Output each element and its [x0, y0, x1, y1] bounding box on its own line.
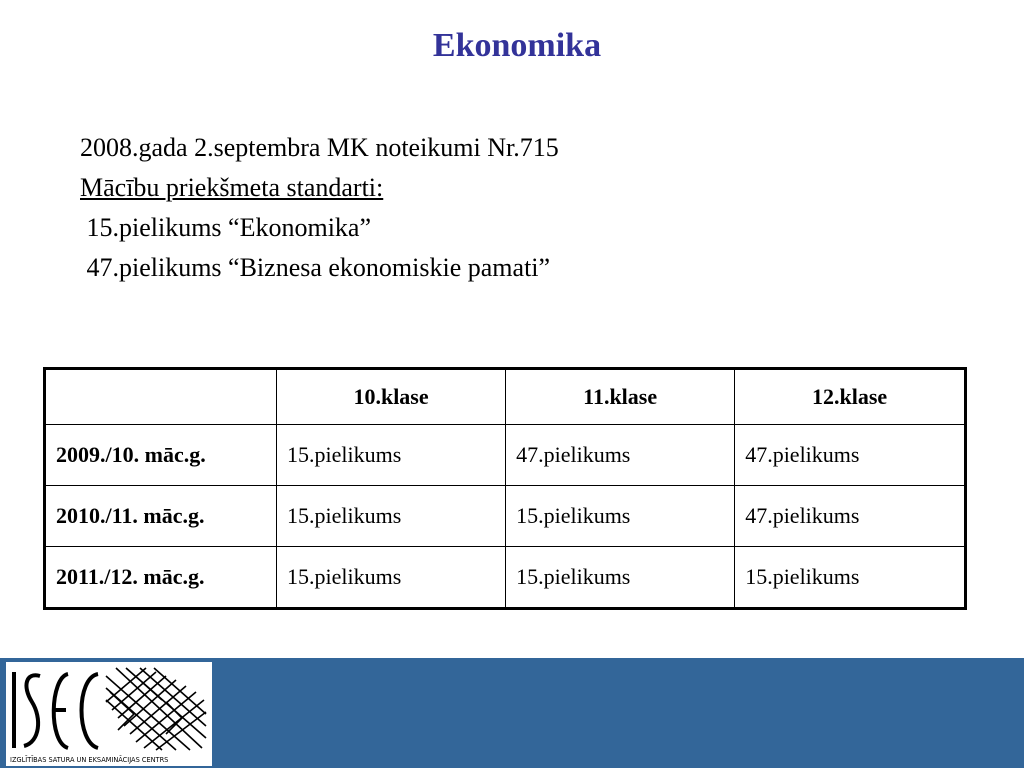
table-row-label: 2010./11. māc.g. — [45, 486, 277, 547]
table-header-grade-12: 12.klase — [735, 369, 966, 425]
table-header-grade-10: 10.klase — [277, 369, 506, 425]
table-cell: 15.pielikums — [506, 486, 735, 547]
table-cell: 15.pielikums — [735, 547, 966, 609]
table-row — [45, 425, 966, 486]
annex-schedule-table — [43, 367, 967, 610]
table-row — [45, 486, 966, 547]
table-header-row — [45, 369, 966, 425]
table-row-label: 2009./10. māc.g. — [45, 425, 277, 486]
isec-logo-graphic — [6, 662, 212, 766]
isec-logo — [6, 662, 212, 766]
table-header-grade-11: 11.klase — [506, 369, 735, 425]
annex-15-line: 15.pielikums “Ekonomika” — [80, 213, 372, 242]
table-cell: 15.pielikums — [506, 547, 735, 609]
regulation-line: 2008.gada 2.septembra MK noteikumi Nr.715 — [80, 133, 559, 162]
table-cell: 15.pielikums — [277, 425, 506, 486]
table-cell: 15.pielikums — [277, 547, 506, 609]
table-cell: 47.pielikums — [735, 486, 966, 547]
table-cell: 47.pielikums — [735, 425, 966, 486]
logo-caption: IZGLĪTĪBAS SATURA UN EKSAMINĀCIJAS CENTRS — [10, 756, 169, 764]
table-row-label: 2011./12. māc.g. — [45, 547, 277, 609]
standards-heading: Mācību priekšmeta standarti: — [80, 173, 384, 202]
table-header-corner — [45, 369, 277, 425]
slide-title: Ekonomika — [432, 27, 602, 64]
table-cell: 47.pielikums — [506, 425, 735, 486]
table-cell: 15.pielikums — [277, 486, 506, 547]
regulation-text — [80, 128, 559, 288]
annex-47-line: 47.pielikums “Biznesa ekonomiskie pamati” — [80, 253, 551, 282]
table-row — [45, 547, 966, 609]
